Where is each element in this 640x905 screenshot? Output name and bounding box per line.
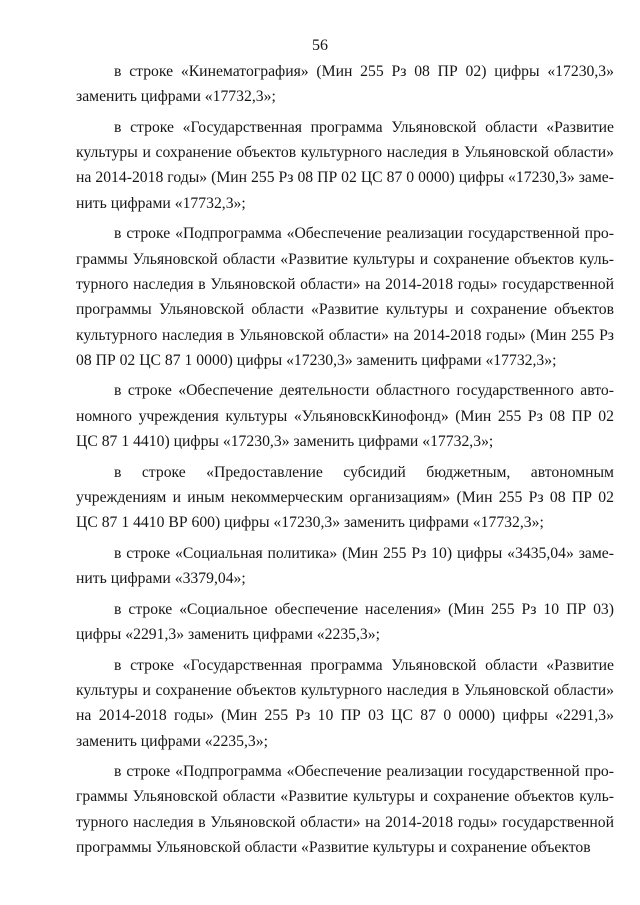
paragraph-socialnoe-obespechenie: в строке «Социальное обеспечение населения» (Мин 255 Рз 10 ПР 03) цифры «2291,3» заменить цифрами «2235,3»; [76,600,614,644]
paragraph-gosprogramma-rz10: в строке «Государственная программа Ульяновской области «Развитие культуры и сохранение объектов культурного наследия в Ульяновской области» на 2014-2018 годы» (Мин 255 Рз 10 ПР 03 ЦС 87 0 0000) цифры «2291,3» заменить цифрами «2235,3»; [76,656,614,750]
paragraph-socialnaya-politika: в строке «Социальная политика» (Мин 255 Рз 10) цифры «3435,04» заменить цифрами «3379,04»; [76,544,614,588]
paragraph-podprogramma-rz08: в строке «Подпрограмма «Обеспечение реализации государственной программы Ульяновской области «Развитие культуры и сохранение объектов культурного наследия в Ульяновской области» на 2014-2018 годы» государственной программы Ульяновской области «Развитие культуры и сохранение объектов культурного наследия в Ульяновской области» на 2014-2018 годы» (Мин 255 Рз 08 ПР 02 ЦС 87 1 0000) цифры «17230,3» заменить цифрами «17732,3»; [76,225,614,369]
paragraph-subsidii: в строке «Предоставление субсидий бюджетным, автономным учреждениям и иным некоммерческим организациям» (Мин 255 Рз 08 ПР 02 ЦС 87 1 4410 ВР 600) цифры «17230,3» заменить цифрами «17732,3»; [76,463,614,532]
paragraph-podprogramma-rz10: в строке «Подпрограмма «Обеспечение реализации государственной программы Ульяновской области «Развитие культуры и сохранение объектов культурного наследия в Ульяновской области» на 2014-2018 годы» государственной программы Ульяновской области «Развитие культуры и сохранение объектов [76,763,614,856]
page-number: 56 [312,37,328,54]
paragraph-kinofond: в строке «Обеспечение деятельности областного государственного автономного учреждения культуры «УльяновскКинофонд» (Мин 255 Рз 08 ПР 02 ЦС 87 1 4410) цифры «17230,3» заменить цифрами «17732,3»; [76,382,614,451]
paragraph-kinematografiya: в строке «Кинематография» (Мин 255 Рз 08 ПР 02) цифры «17230,3» заменить цифрами «17732,3»; [76,63,614,106]
paragraph-gosprogramma-rz08: в строке «Государственная программа Ульяновской области «Развитие культуры и сохранение объектов культурного наследия в Ульяновской области» на 2014-2018 годы» (Мин 255 Рз 08 ПР 02 ЦС 87 0 0000) цифры «17230,3» заменить цифрами «17732,3»; [76,118,614,212]
document-body [76,59,614,866]
